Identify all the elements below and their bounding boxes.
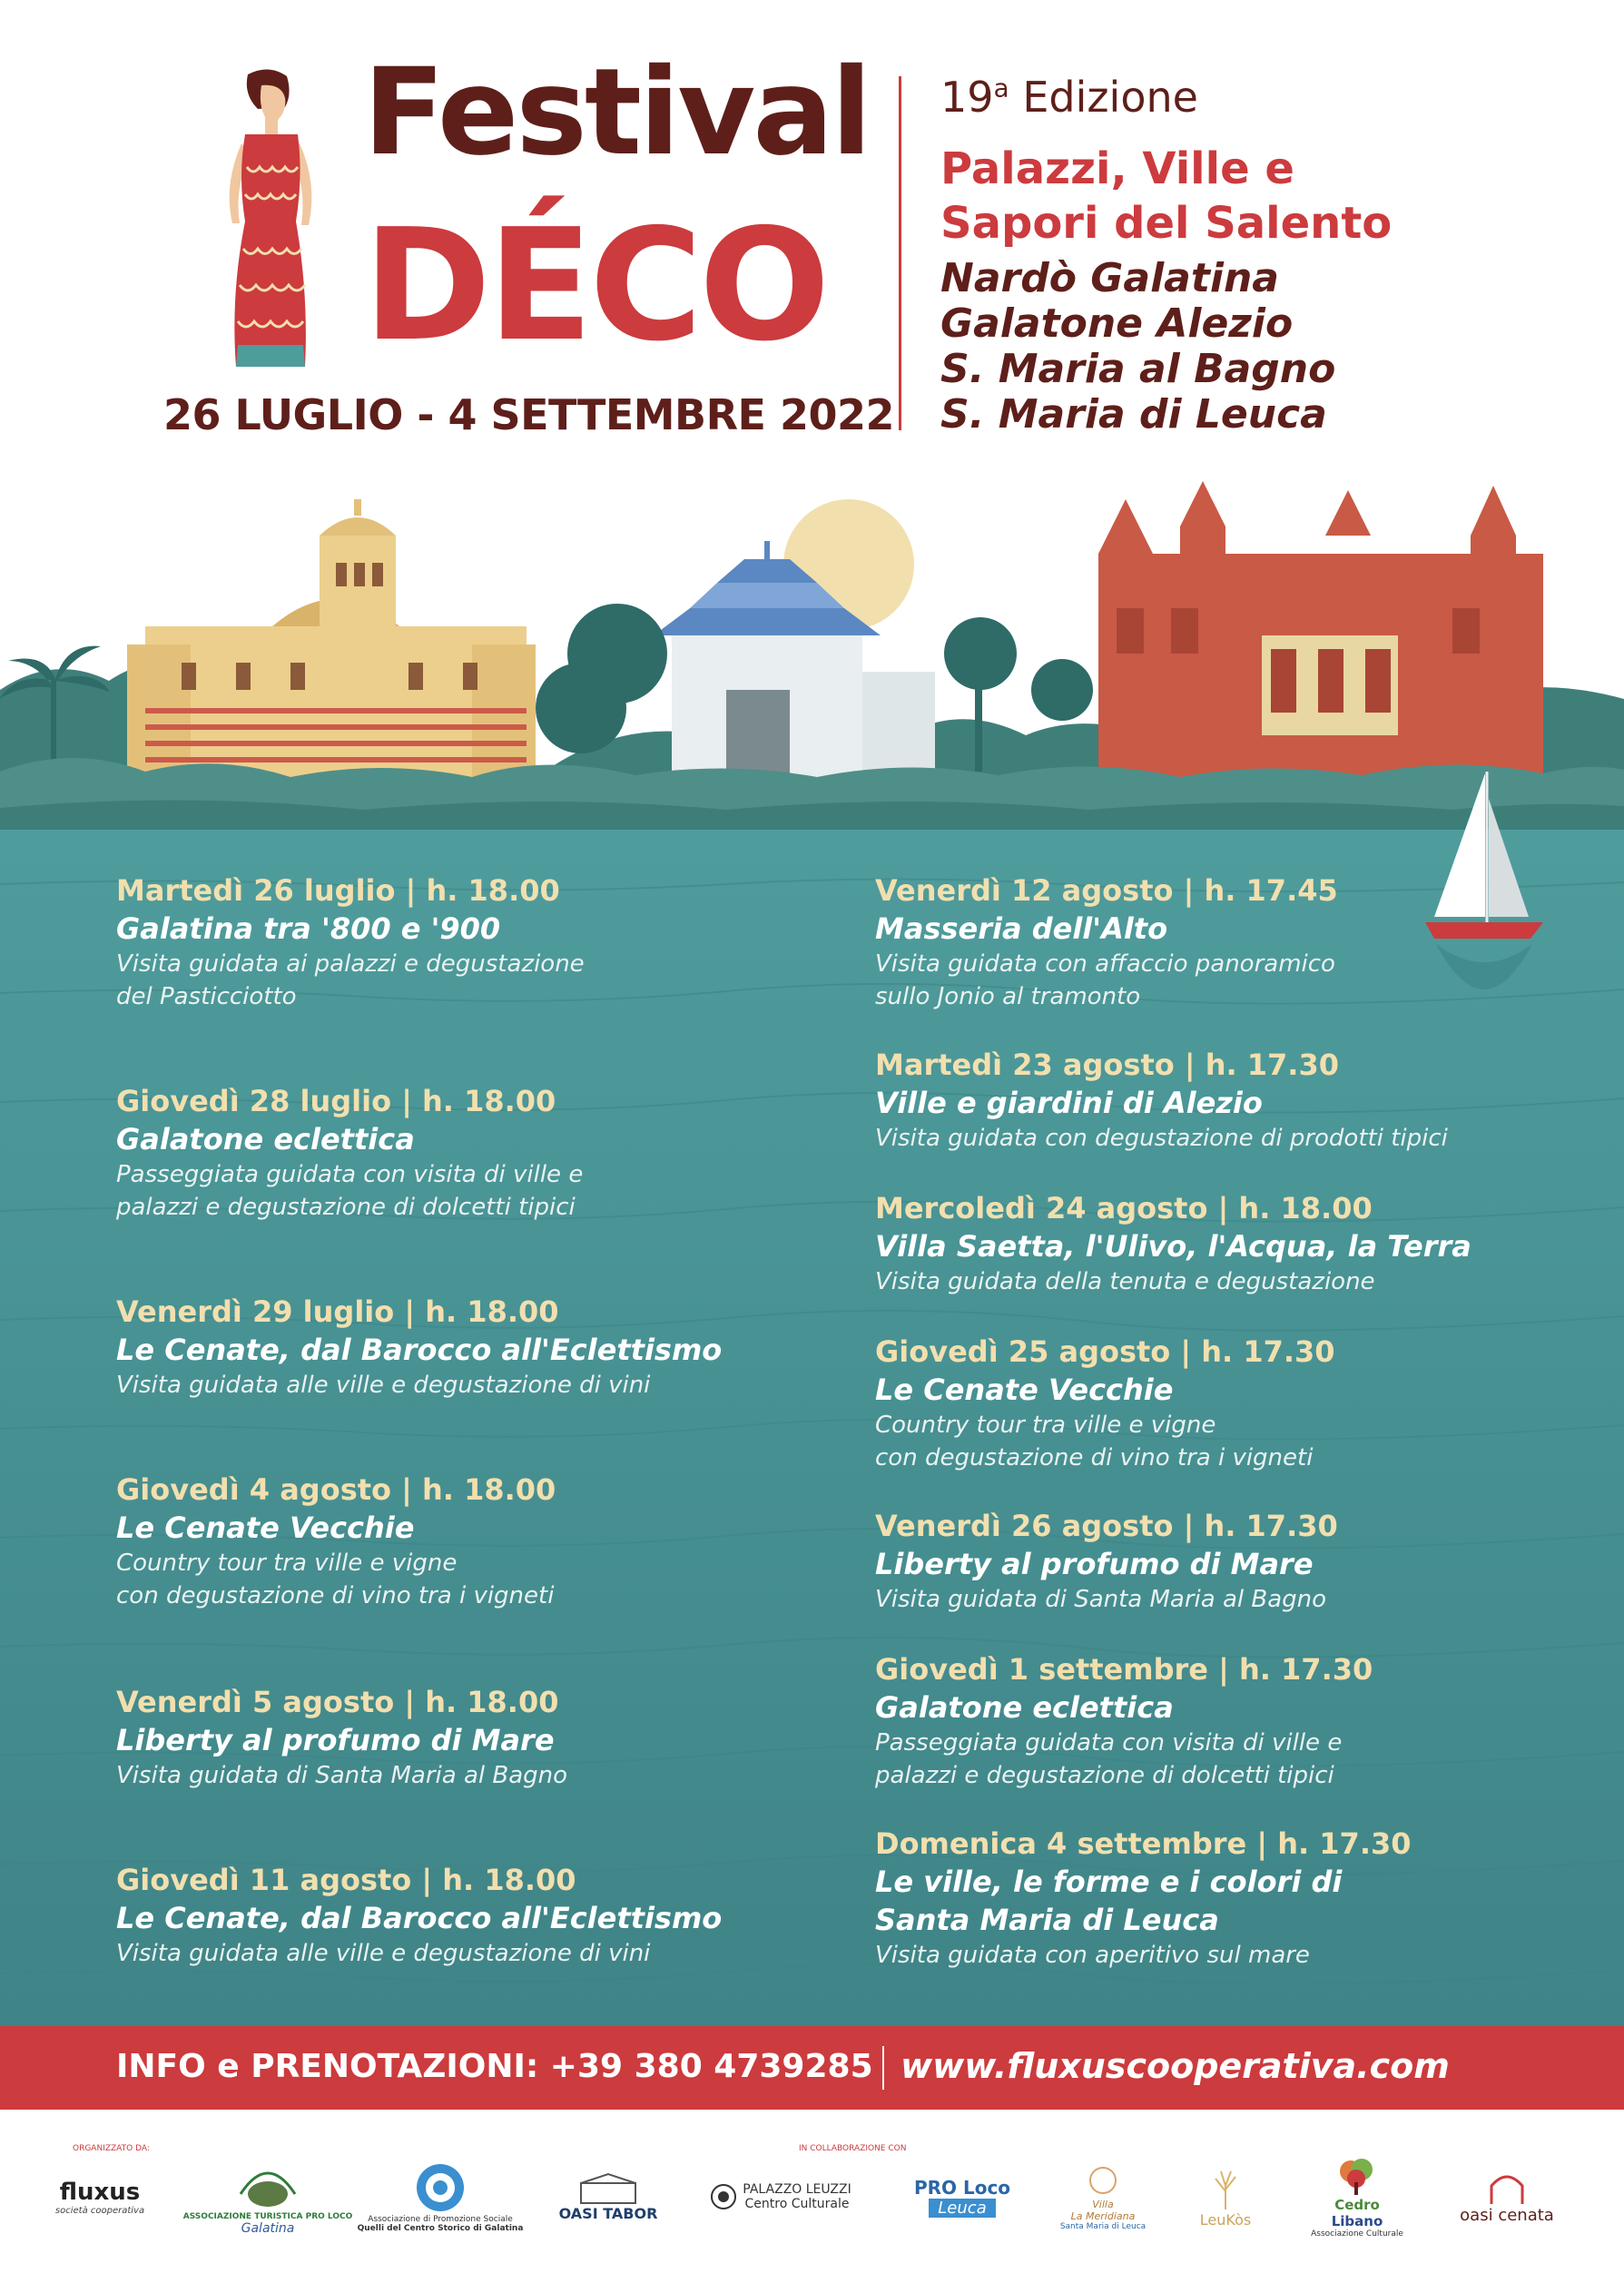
event-item bbox=[116, 1861, 722, 1970]
oasi-tabor-text: OASI TABOR bbox=[558, 2204, 658, 2222]
event-date: Giovedì 4 agosto | h. 18.00 bbox=[116, 1472, 556, 1507]
event-item bbox=[875, 1650, 1373, 1792]
deco-lady-illustration bbox=[198, 67, 334, 376]
event-description: del Pasticciotto bbox=[116, 983, 297, 1010]
event-item bbox=[875, 1189, 1471, 1298]
event-title: Ville e giardini di Alezio bbox=[875, 1086, 1263, 1120]
fluxus-logo-subtext: società cooperativa bbox=[54, 2205, 145, 2216]
palazzo-leuzzi-name: PALAZZO LEUZZI bbox=[743, 2182, 851, 2197]
event-description: Visita guidata di Santa Maria al Bagno bbox=[875, 1586, 1327, 1613]
event-date: Giovedì 1 settembre | h. 17.30 bbox=[875, 1652, 1373, 1687]
towns-list bbox=[940, 256, 1335, 438]
event-title: Galatone eclettica bbox=[116, 1122, 415, 1156]
pro-loco-galatina-arc-text: ASSOCIAZIONE TURISTICA PRO LOCO bbox=[182, 2212, 353, 2221]
logo-associazione-centro-storico bbox=[354, 2133, 527, 2260]
info-website-link[interactable]: www.fluxuscooperativa.com bbox=[901, 2046, 1450, 2086]
event-title: Galatone eclettica bbox=[875, 1690, 1174, 1725]
event-description: Passeggiata guidata con visita di ville e bbox=[116, 1161, 584, 1188]
association-emblem-icon bbox=[413, 2160, 468, 2215]
town-line: Galatone Alezio bbox=[940, 300, 1294, 347]
leukos-tree-icon bbox=[1203, 2166, 1248, 2211]
palazzo-leuzzi-subname: Centro Culturale bbox=[744, 2197, 850, 2211]
villa-meridiana-emblem-icon bbox=[1085, 2162, 1121, 2199]
event-title: Le ville, le forme e i colori di bbox=[875, 1865, 1343, 1899]
event-title: Galatina tra '800 e '900 bbox=[116, 911, 501, 946]
header-divider bbox=[899, 76, 901, 430]
town-line: Nardò Galatina bbox=[940, 255, 1279, 301]
oasi-cenata-arch-icon bbox=[1484, 2170, 1530, 2206]
event-date: Domenica 4 settembre | h. 17.30 bbox=[875, 1826, 1412, 1861]
event-title: Liberty al profumo di Mare bbox=[116, 1723, 555, 1757]
event-date: Mercoledì 24 agosto | h. 18.00 bbox=[875, 1191, 1373, 1225]
cedro-text: Cedro bbox=[1334, 2197, 1380, 2213]
event-description: Visita guidata della tenuta e degustazione bbox=[875, 1268, 1375, 1295]
edition-word: Edizione bbox=[1022, 73, 1198, 122]
villa-meridiana-location: Santa Maria di Leuca bbox=[1059, 2222, 1147, 2231]
event-date: Giovedì 25 agosto | h. 17.30 bbox=[875, 1334, 1335, 1369]
villa-meridiana-name: La Meridiana bbox=[1070, 2210, 1136, 2222]
edition-label bbox=[940, 73, 1198, 122]
event-title: Santa Maria di Leuca bbox=[875, 1903, 1219, 1937]
deco-title: DÉCO bbox=[363, 196, 827, 376]
event-title: Villa Saetta, l'Ulivo, l'Acqua, la Terra bbox=[875, 1229, 1471, 1264]
event-description: Visita guidata alle ville e degustazione di vini bbox=[116, 1940, 651, 1967]
oasi-cenata-text: oasi cenata bbox=[1460, 2205, 1554, 2225]
in-collaboration-label: IN COLLABORAZIONE CON bbox=[799, 2144, 907, 2153]
event-description: palazzi e degustazione di dolcetti tipici bbox=[116, 1194, 576, 1221]
fluxus-logo-text: fluxus bbox=[59, 2178, 141, 2206]
logo-villa-la-meridiana bbox=[1044, 2133, 1162, 2260]
oasi-tabor-building-icon bbox=[576, 2172, 640, 2205]
event-date: Venerdì 26 agosto | h. 17.30 bbox=[875, 1509, 1338, 1543]
event-date: Martedì 26 luglio | h. 18.00 bbox=[116, 873, 560, 908]
event-item bbox=[116, 871, 585, 1013]
event-title: Le Cenate, dal Barocco all'Eclettismo bbox=[116, 1333, 723, 1367]
libano-text: Libano bbox=[1331, 2213, 1383, 2229]
logo-cedro-libano bbox=[1294, 2133, 1421, 2260]
event-item bbox=[116, 1082, 583, 1224]
pro-loco-leuca-name: Leuca bbox=[929, 2199, 995, 2218]
logo-leukos bbox=[1176, 2133, 1275, 2260]
logo-palazzo-leuzzi bbox=[704, 2133, 858, 2260]
event-title: Le Cenate Vecchie bbox=[875, 1373, 1174, 1407]
cedro-libano-tree-icon bbox=[1334, 2155, 1380, 2197]
event-description: Visita guidata con aperitivo sul mare bbox=[875, 1942, 1310, 1969]
edition-number: 19 bbox=[940, 73, 994, 122]
event-item bbox=[875, 1046, 1448, 1155]
event-date: Venerdì 12 agosto | h. 17.45 bbox=[875, 873, 1338, 908]
cedro-libano-subtext: Associazione Culturale bbox=[1311, 2229, 1403, 2239]
pro-loco-galatina-emblem-icon bbox=[236, 2158, 300, 2212]
event-date: Venerdì 29 luglio | h. 18.00 bbox=[116, 1294, 559, 1329]
info-phone[interactable]: INFO e PRENOTAZIONI: +39 380 4739285 bbox=[116, 2048, 873, 2085]
event-description: Visita guidata ai palazzi e degustazione bbox=[116, 950, 585, 978]
event-date: Venerdì 5 agosto | h. 18.00 bbox=[116, 1685, 559, 1719]
logo-pro-loco-leuca bbox=[899, 2133, 1026, 2260]
logo-oasi-cenata bbox=[1443, 2133, 1570, 2260]
festival-subtitle bbox=[940, 142, 1392, 251]
leukos-text: LeuKòs bbox=[1199, 2210, 1252, 2229]
event-title: Le Cenate, dal Barocco all'Eclettismo bbox=[116, 1901, 723, 1935]
subtitle-line: Sapori del Salento bbox=[940, 198, 1393, 249]
logo-fluxus bbox=[45, 2133, 154, 2260]
salento-landscape-illustration bbox=[0, 472, 1624, 835]
organized-by-label: ORGANIZZATO DA: bbox=[73, 2144, 150, 2153]
event-item bbox=[116, 1683, 567, 1792]
event-item bbox=[875, 1825, 1412, 1972]
pro-loco-galatina-name: Galatina bbox=[241, 2221, 295, 2236]
event-description: Visita guidata di Santa Maria al Bagno bbox=[116, 1762, 568, 1789]
edition-ordinal: a bbox=[993, 73, 1009, 103]
festival-title: Festival bbox=[363, 43, 870, 182]
event-description: Country tour tra ville e vigne bbox=[116, 1550, 458, 1577]
event-item bbox=[875, 1333, 1335, 1474]
event-description: palazzi e degustazione di dolcetti tipici bbox=[875, 1762, 1334, 1789]
event-item bbox=[116, 1471, 556, 1612]
sailboat-illustration bbox=[1416, 763, 1552, 1035]
logo-pro-loco-galatina bbox=[182, 2133, 353, 2260]
event-item bbox=[116, 1293, 722, 1402]
town-line: S. Maria di Leuca bbox=[940, 391, 1327, 438]
pro-loco-leuca-title: PRO Loco bbox=[913, 2176, 1011, 2199]
event-description: con degustazione di vino tra i vigneti bbox=[116, 1582, 555, 1609]
event-item bbox=[875, 1507, 1338, 1616]
event-description: Visita guidata con affaccio panoramico bbox=[875, 950, 1335, 978]
palazzo-leuzzi-seal-icon bbox=[710, 2183, 737, 2210]
event-title: Masseria dell'Alto bbox=[875, 911, 1168, 946]
subtitle-line: Palazzi, Ville e bbox=[940, 143, 1294, 194]
event-description: Passeggiata guidata con visita di ville e bbox=[875, 1729, 1343, 1757]
town-line: S. Maria al Bagno bbox=[940, 346, 1336, 392]
festival-dates: 26 LUGLIO - 4 SETTEMBRE 2022 bbox=[163, 390, 894, 439]
info-bar bbox=[0, 2026, 1624, 2110]
villa-meridiana-title: Villa bbox=[1092, 2199, 1114, 2210]
event-description: Country tour tra ville e vigne bbox=[875, 1412, 1216, 1439]
event-date: Giovedì 28 luglio | h. 18.00 bbox=[116, 1084, 556, 1118]
event-description: con degustazione di vino tra i vigneti bbox=[875, 1444, 1314, 1471]
event-title: Le Cenate Vecchie bbox=[116, 1511, 415, 1545]
event-title: Liberty al profumo di Mare bbox=[875, 1547, 1314, 1581]
info-divider bbox=[882, 2046, 884, 2090]
event-description: sullo Jonio al tramonto bbox=[875, 983, 1141, 1010]
event-description: Visita guidata alle ville e degustazione di vini bbox=[116, 1372, 651, 1399]
association-subname: Quelli del Centro Storico di Galatina bbox=[357, 2224, 524, 2233]
event-date: Giovedì 11 agosto | h. 18.00 bbox=[116, 1863, 576, 1897]
event-description: Visita guidata con degustazione di prodotti tipici bbox=[875, 1125, 1448, 1152]
event-date: Martedì 23 agosto | h. 17.30 bbox=[875, 1048, 1339, 1082]
event-item bbox=[875, 871, 1338, 1013]
association-name: Associazione di Promozione Sociale bbox=[368, 2215, 513, 2224]
logo-oasi-tabor bbox=[545, 2133, 672, 2260]
